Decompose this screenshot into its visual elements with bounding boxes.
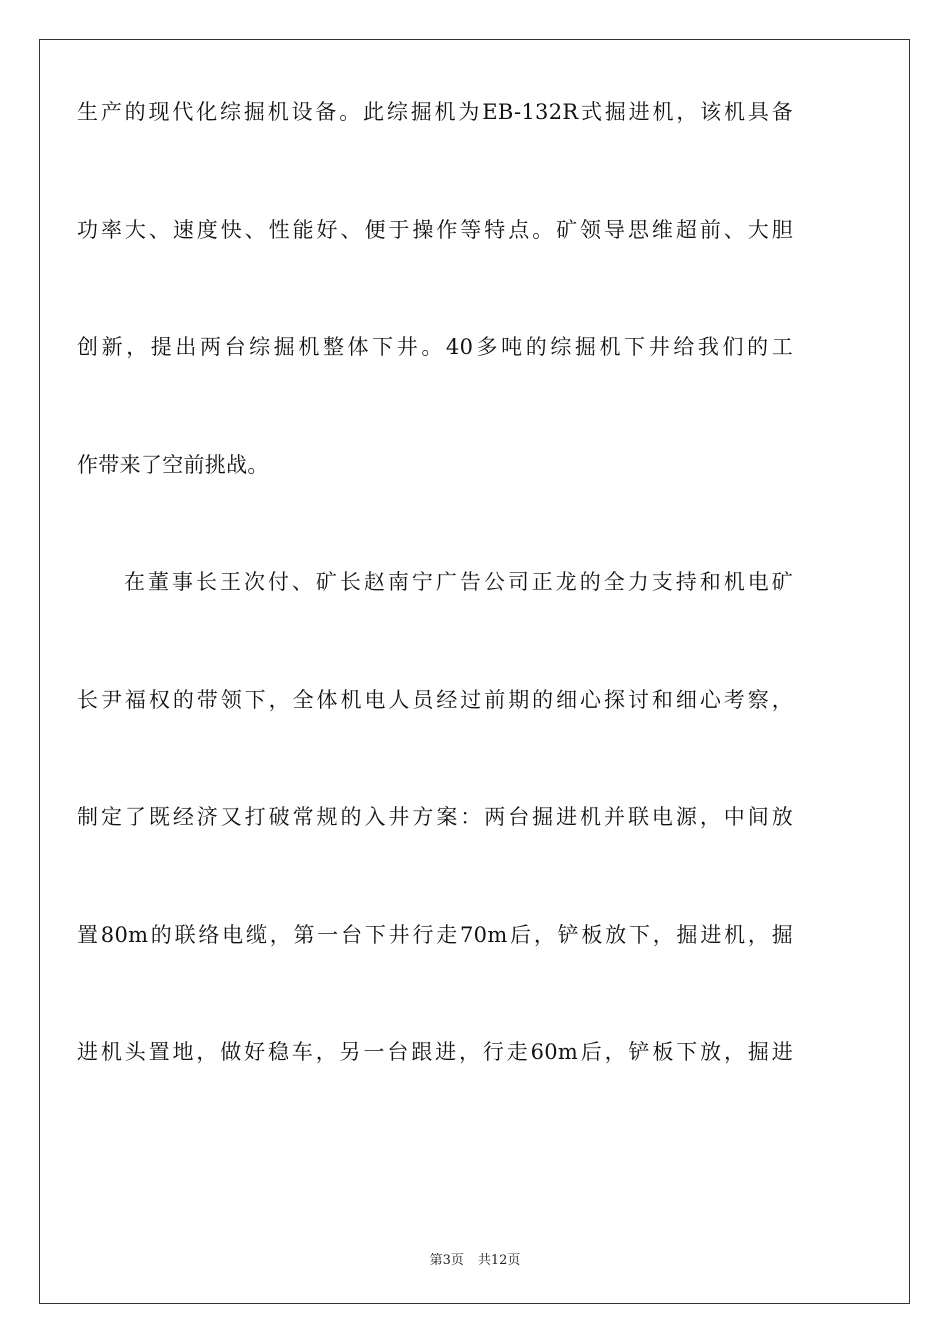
- text-line: 功率大、速度快、性能好、便于操作等特点。矿领导思维超前、大胆: [77, 217, 793, 242]
- text-line: 长尹福权的带领下，全体机电人员经过前期的细心探讨和细心考察，: [77, 687, 793, 712]
- text-line: 制定了既经济又打破常规的入井方案：两台掘进机并联电源，中间放: [77, 805, 793, 829]
- page-number: 第3页: [429, 1253, 464, 1268]
- text-line: 生产的现代化综掘机设备。此综掘机为EB-132R式掘进机，该机具备: [77, 100, 793, 124]
- page-total: 共12页: [477, 1253, 521, 1268]
- text-line: 创新，提出两台综掘机整体下井。40多吨的综掘机下井给我们的工: [77, 335, 793, 359]
- text-line: 置80m的联络电缆，第一台下井行走70m后，铲板放下，掘进机，掘: [77, 922, 793, 947]
- document-body: [77, 95, 793, 1153]
- text-line: 进机头置地，做好稳车，另一台跟进，行走60m后，铲板下放，掘进: [77, 1040, 793, 1064]
- page-footer: [0, 1249, 950, 1268]
- text-line: 在董事长王次付、矿长赵南宁广告公司正龙的全力支持和机电矿: [124, 570, 793, 594]
- text-line: 作带来了空前挑战。: [77, 452, 269, 477]
